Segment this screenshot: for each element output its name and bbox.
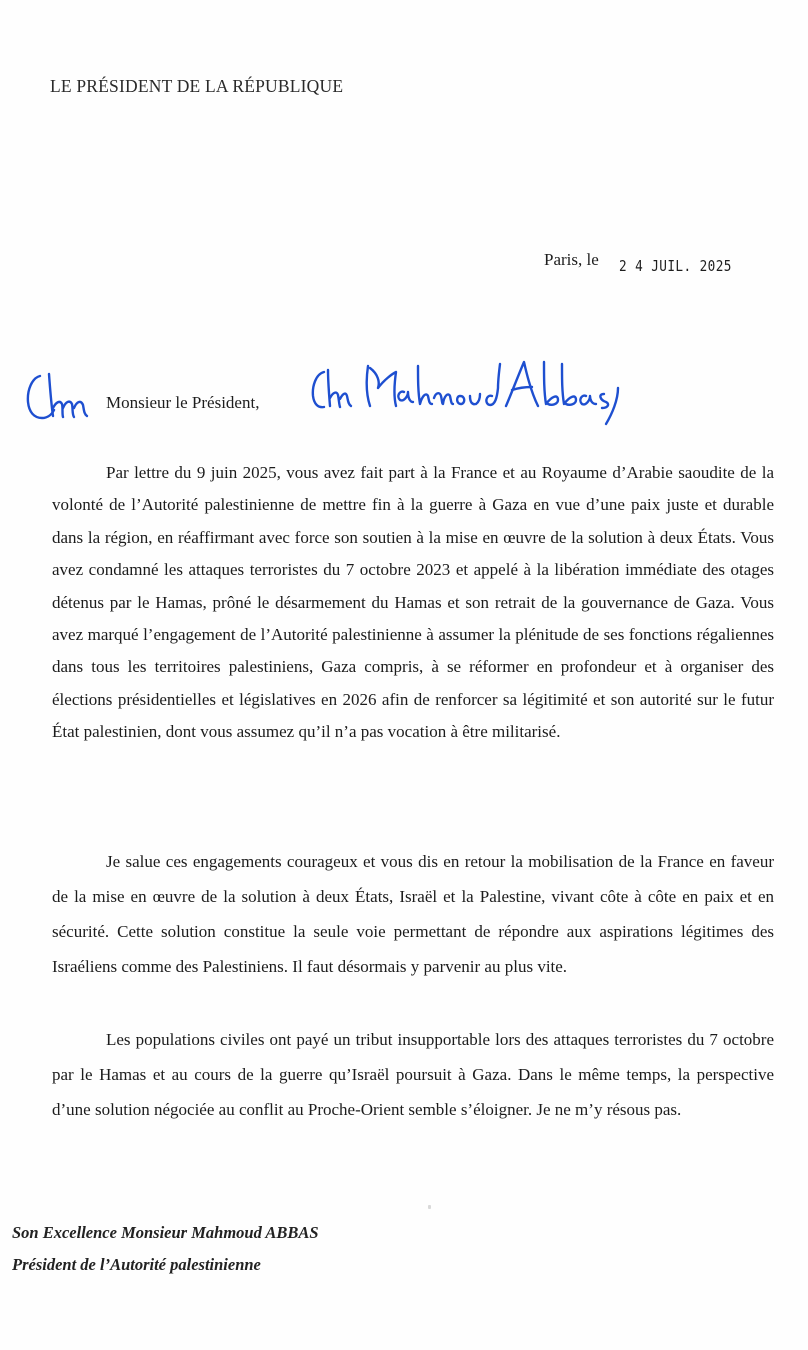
addressee-title: Président de l’Autorité palestinienne	[12, 1255, 261, 1274]
handwritten-dedication	[300, 352, 630, 432]
handwritten-cher	[22, 368, 92, 428]
date-stamp: 2 4 JUIL. 2025	[618, 257, 732, 275]
paragraph-1: Par lettre du 9 juin 2025, vous avez fait part à la France et au Royaume d’Arabie saoudite de la volonté de l’Autorité palestinienne de mettre fin à la guerre à Gaza en vue d’une paix juste et durable dans la région, en réaffirmant avec force son soutien à la mise en œuvre de la solution à deux États. Vous avez condamné les attaques terroristes du 7 octobre 2023 et appelé à la libération immédiate des otages détenus par le Hamas, prôné le désarmement du Hamas et son retrait de la gouvernance de Gaza. Vous avez marqué l’engagement de l’Autorité palestinienne à assumer la plénitude de ses fonctions régaliennes dans tous les territoires palestiniens, Gaza compris, à se réformer en profondeur et à organiser des élections présidentielles et législatives en 2026 afin de renforcer sa légitimité et son autorité sur le futur État palestinien, dont vous assumez qu’il n’a pas vocation à être militarisé.	[52, 463, 774, 742]
paragraph-2: Je salue ces engagements courageux et vous dis en retour la mobilisation de la France en faveur de la mise en œuvre de la solution à deux États, Israël et la Palestine, vivant côte à côte en paix et en sécurité. Cette solution constitue la seule voie permettant de répondre aux aspirations légitimes des Israéliens comme des Palestiniens. Il faut désormais y parvenir au plus vite.	[52, 852, 774, 976]
paragraph-3: Les populations civiles ont payé un tribut insupportable lors des attaques terroristes du 7 octobre par le Hamas et au cours de la guerre qu’Israël poursuit à Gaza. Dans le même temps, la perspective d’une solution négociée au conflit au Proche-Orient semble s’éloigner. Je ne m’y résous pas.	[52, 1030, 774, 1119]
salutation: Monsieur le Président,	[106, 393, 260, 412]
addressee-name: Son Excellence Monsieur Mahmoud ABBAS	[12, 1223, 319, 1242]
dateline	[544, 250, 756, 275]
dateline-place: Paris, le	[544, 250, 599, 269]
letterhead-title: LE PRÉSIDENT DE LA RÉPUBLIQUE	[50, 76, 344, 96]
scan-speck	[428, 1205, 431, 1209]
